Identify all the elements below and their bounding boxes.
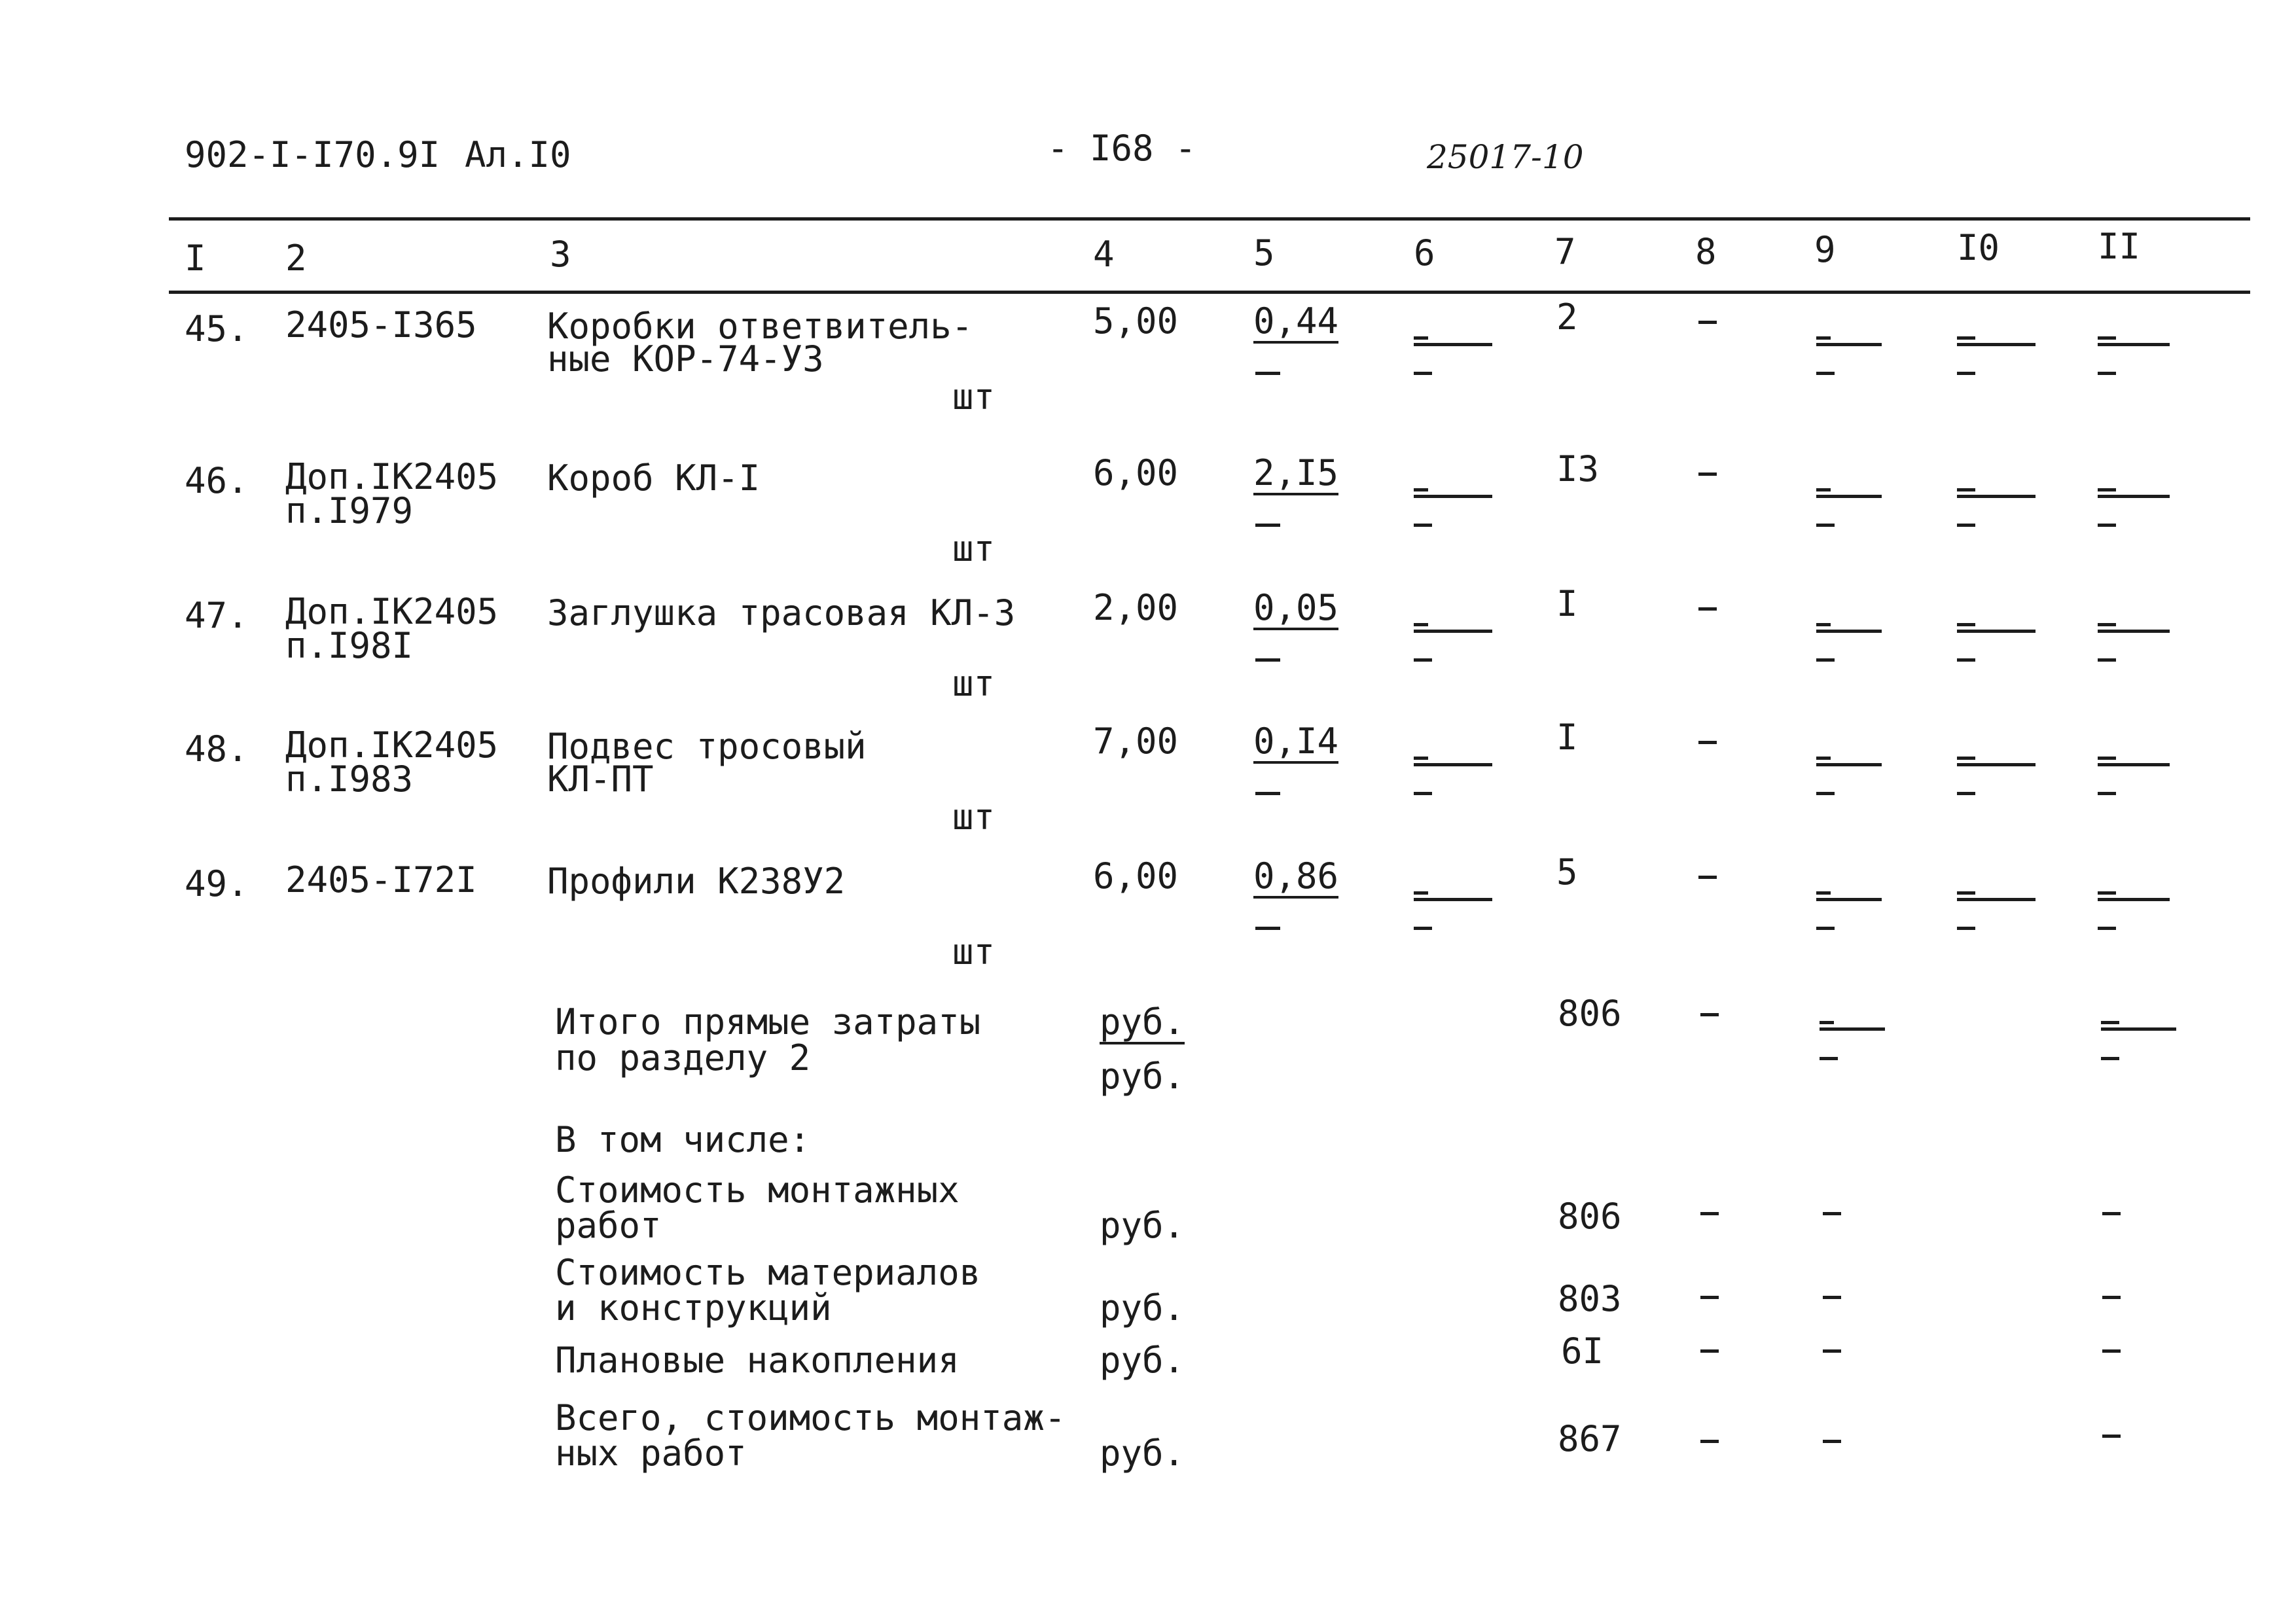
total-cost-unit: руб.	[1100, 1433, 1185, 1474]
total-cost-label: ных работ	[555, 1433, 747, 1474]
page-number: - I68 -	[1047, 128, 1196, 169]
dash-mark	[1414, 898, 1492, 901]
planned-savings-label: Плановые накопления	[555, 1340, 960, 1381]
row-col4-value: 2,00	[1093, 587, 1179, 628]
dash-mark	[1957, 488, 1975, 491]
row-name: Профили К238У2	[547, 861, 846, 902]
column-header: 9	[1814, 229, 1836, 270]
dash-mark	[1816, 898, 1882, 901]
table-header-rule	[169, 291, 2250, 294]
dash-mark	[1816, 623, 1831, 626]
dash-mark	[2098, 495, 2170, 498]
dash-mark	[1957, 623, 1975, 626]
dash-mark	[1957, 792, 1975, 795]
dash-mark	[1957, 891, 1975, 895]
column-header: 6	[1414, 232, 1435, 274]
dash-mark	[2101, 1057, 2119, 1060]
dash-mark	[1816, 495, 1882, 498]
dash-mark	[2098, 898, 2170, 901]
row-unit: шт	[952, 528, 996, 569]
row-unit: шт	[952, 796, 996, 838]
dash-mark	[2101, 1021, 2119, 1024]
dash-mark	[2098, 927, 2116, 930]
dash-mark	[1698, 321, 1717, 324]
row-number: 48.	[185, 728, 249, 770]
dash-mark	[1816, 336, 1831, 340]
row-code: Доп.IК2405	[285, 591, 499, 632]
dash-mark	[1414, 372, 1432, 375]
row-col4-value: 6,00	[1093, 855, 1179, 897]
dash-mark	[1957, 898, 2036, 901]
row-col7-value: I	[1556, 717, 1578, 758]
dash-mark	[1414, 488, 1428, 491]
row-col4-value: 7,00	[1093, 721, 1179, 762]
dash-mark	[1700, 1440, 1719, 1443]
dash-mark	[2102, 1435, 2121, 1438]
column-header: 2	[285, 238, 307, 279]
dash-mark	[2098, 658, 2116, 662]
dash-mark	[1255, 927, 1280, 930]
row-col5-value: 0,I4	[1253, 724, 1338, 764]
dash-mark	[1816, 927, 1835, 930]
dash-mark	[1698, 607, 1717, 611]
row-code-sub: п.I98I	[285, 625, 414, 666]
dash-mark	[1698, 876, 1717, 879]
including-label: В том числе:	[555, 1119, 811, 1160]
dash-mark	[1414, 336, 1428, 340]
dash-mark	[1816, 763, 1882, 766]
dash-mark	[1823, 1296, 1841, 1299]
row-unit: шт	[952, 376, 996, 418]
dash-mark	[1698, 473, 1717, 476]
dash-mark	[1414, 763, 1492, 766]
row-col7-value: I3	[1556, 448, 1600, 490]
row-name: Подвес тросовый	[547, 726, 867, 767]
materials-cost-label: Стоимость материалов	[555, 1252, 981, 1293]
dash-mark	[2098, 630, 2170, 633]
row-col7-value: I	[1556, 583, 1578, 624]
row-name: Короб КЛ-I	[547, 457, 761, 499]
dash-mark	[1957, 763, 2036, 766]
total-cost-value: 867	[1558, 1418, 1622, 1459]
dash-mark	[1820, 1027, 1885, 1031]
dash-mark	[1255, 372, 1280, 375]
dash-mark	[1414, 343, 1492, 346]
row-number: 46.	[185, 460, 249, 501]
dash-mark	[1816, 658, 1835, 662]
direct-costs-unit: руб.	[1100, 1056, 1185, 1097]
dash-mark	[1414, 623, 1428, 626]
dash-mark	[1816, 891, 1831, 895]
archive-number: 25017-10	[1427, 138, 1584, 176]
row-code-sub: п.I983	[285, 758, 414, 800]
installation-cost-label: работ	[555, 1205, 662, 1246]
row-name: Заглушка трасовая КЛ-3	[547, 592, 1016, 633]
dash-mark	[1957, 372, 1975, 375]
row-col5-value: 0,05	[1253, 590, 1338, 630]
column-header: II	[2098, 226, 2141, 267]
dash-mark	[2098, 343, 2170, 346]
column-header: 8	[1695, 231, 1717, 272]
dash-mark	[1414, 891, 1428, 895]
row-number: 47.	[185, 595, 249, 636]
dash-mark	[1816, 792, 1835, 795]
row-code-sub: п.I979	[285, 490, 414, 531]
dash-mark	[1700, 1013, 1719, 1016]
dash-mark	[1816, 343, 1882, 346]
dash-mark	[1816, 372, 1835, 375]
dash-mark	[1957, 630, 2036, 633]
installation-cost-value: 806	[1558, 1196, 1622, 1237]
dash-mark	[1957, 524, 1975, 527]
dash-mark	[2098, 488, 2116, 491]
dash-mark	[1700, 1349, 1719, 1353]
dash-mark	[1957, 757, 1975, 760]
planned-savings-unit: руб.	[1100, 1340, 1185, 1381]
dash-mark	[1700, 1212, 1719, 1215]
dash-mark	[2102, 1349, 2121, 1353]
dash-mark	[1957, 336, 1975, 340]
dash-mark	[1816, 757, 1831, 760]
album-number: Ал.I0	[465, 134, 571, 175]
dash-mark	[2101, 1027, 2176, 1031]
dash-mark	[1255, 524, 1280, 527]
dash-mark	[1816, 630, 1882, 633]
installation-cost-label: Стоимость монтажных	[555, 1169, 960, 1211]
dash-mark	[1414, 757, 1428, 760]
dash-mark	[1957, 658, 1975, 662]
dash-mark	[1414, 524, 1432, 527]
dash-mark	[1820, 1021, 1834, 1024]
materials-cost-unit: руб.	[1100, 1287, 1185, 1329]
dash-mark	[1957, 927, 1975, 930]
direct-costs-unit: руб.	[1100, 1005, 1185, 1044]
column-header: 3	[550, 234, 571, 275]
dash-mark	[1414, 630, 1492, 633]
row-name-sub: КЛ-ПТ	[547, 758, 654, 800]
table-top-rule	[169, 217, 2250, 221]
column-header: 5	[1253, 232, 1275, 274]
dash-mark	[2098, 336, 2116, 340]
dash-mark	[1823, 1212, 1841, 1215]
column-header: I	[185, 238, 206, 279]
direct-costs-label: по разделу 2	[555, 1037, 811, 1079]
row-col4-value: 6,00	[1093, 452, 1179, 493]
row-code: Доп.IК2405	[285, 724, 499, 766]
row-col5-value: 0,86	[1253, 859, 1338, 899]
row-number: 49.	[185, 863, 249, 904]
dash-mark	[2102, 1212, 2121, 1215]
dash-mark	[1816, 488, 1831, 491]
document-code: 902-I-I70.9I	[185, 134, 440, 175]
column-header: I0	[1957, 227, 2000, 268]
row-code: 2405-I365	[285, 304, 477, 346]
dash-mark	[2098, 891, 2116, 895]
dash-mark	[1957, 495, 2036, 498]
dash-mark	[2098, 757, 2116, 760]
row-col5-value: 2,I5	[1253, 455, 1338, 495]
row-code: Доп.IК2405	[285, 456, 499, 497]
dash-mark	[1255, 792, 1280, 795]
total-cost-label: Всего, стоимость монтаж-	[555, 1397, 1066, 1438]
dash-mark	[2098, 623, 2116, 626]
direct-costs-value: 806	[1558, 993, 1622, 1034]
dash-mark	[2098, 372, 2116, 375]
dash-mark	[1414, 927, 1432, 930]
planned-savings-value: 6I	[1561, 1330, 1604, 1372]
dash-mark	[1255, 658, 1280, 662]
dash-mark	[1700, 1296, 1719, 1299]
row-number: 45.	[185, 308, 249, 349]
column-header: 7	[1554, 231, 1576, 272]
dash-mark	[2098, 792, 2116, 795]
dash-mark	[1820, 1057, 1838, 1060]
row-col7-value: 5	[1556, 851, 1578, 893]
dash-mark	[2102, 1296, 2121, 1299]
dash-mark	[1414, 792, 1432, 795]
dash-mark	[1957, 343, 2036, 346]
materials-cost-value: 803	[1558, 1278, 1622, 1319]
row-col7-value: 2	[1556, 296, 1578, 338]
installation-cost-unit: руб.	[1100, 1205, 1185, 1246]
row-name-sub: ные КОР-74-У3	[547, 338, 824, 380]
dash-mark	[1823, 1440, 1841, 1443]
row-unit: шт	[952, 663, 996, 704]
materials-cost-label: и конструкций	[555, 1287, 832, 1329]
dash-mark	[1816, 524, 1835, 527]
dash-mark	[2098, 763, 2170, 766]
dash-mark	[1414, 658, 1432, 662]
dash-mark	[1414, 495, 1492, 498]
row-col4-value: 5,00	[1093, 300, 1179, 342]
row-unit: шт	[952, 931, 996, 972]
column-header: 4	[1093, 234, 1115, 275]
dash-mark	[1823, 1349, 1841, 1353]
row-col5-value: 0,44	[1253, 304, 1338, 344]
row-name: Коробки ответвитель-	[547, 306, 973, 347]
dash-mark	[1698, 741, 1717, 744]
row-code: 2405-I72I	[285, 859, 477, 901]
dash-mark	[2098, 524, 2116, 527]
direct-costs-label: Итого прямые затраты	[555, 1001, 981, 1043]
